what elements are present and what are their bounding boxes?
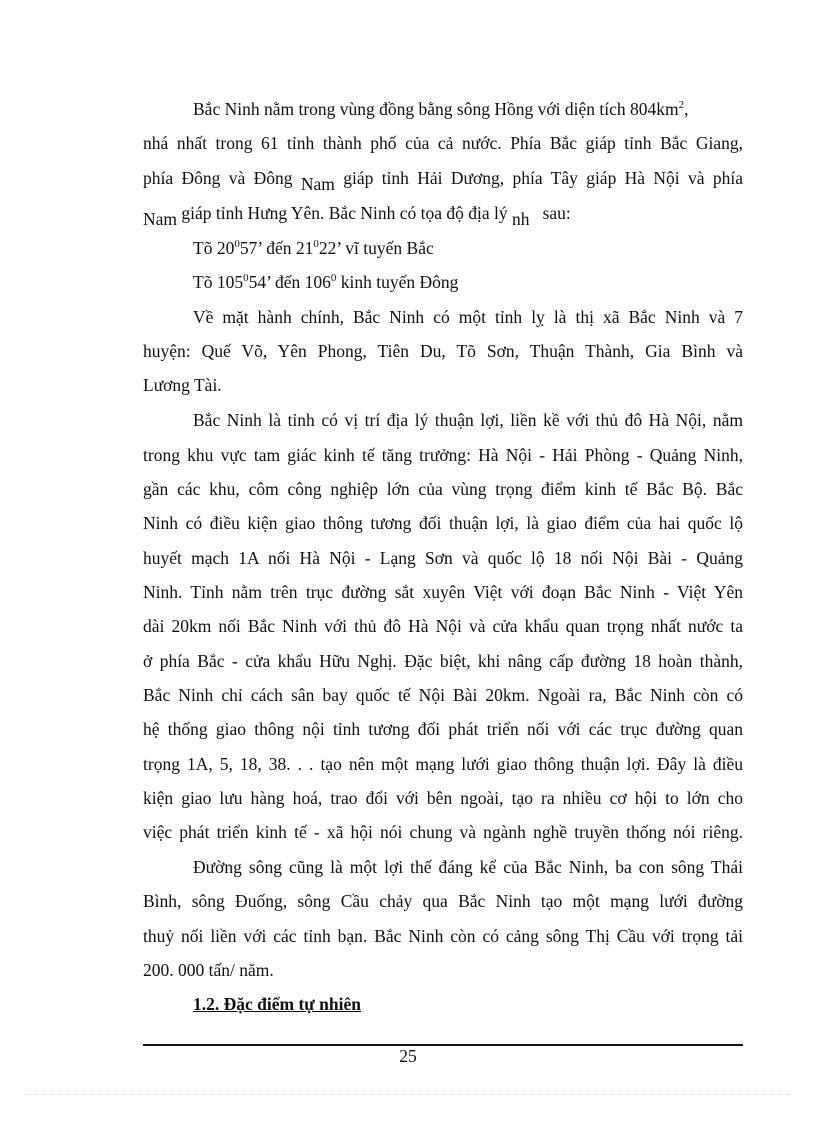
para3-line5: huyết mạch 1A nối Hà Nội - Lạng Sơn và quốc lộ 18 nối Nội Bài - Quảng	[143, 548, 743, 568]
para3-line4: Ninh có điều kiện giao thông tương đối thuận lợi, là giao điểm của hai quốc lộ	[143, 513, 743, 533]
para3-line7: dài 20km nối Bắc Ninh với thủ đô Hà Nội và cửa khẩu quan trọng nhất nước ta	[143, 616, 743, 636]
para1-line3	[143, 166, 744, 194]
text-run: giáp tỉnh Hải Dương, phía Tây giáp Hà Nội và phía	[343, 168, 744, 188]
para3-line3: gần các khu, côm công nghiệp lớn của vùng trọng điểm kinh tế Bắc Bộ. Bắc	[143, 479, 743, 499]
para1-line2: nhá nhất trong 61 tỉnh thành phố của cả nước. Phía Bắc giáp tỉnh Bắc Giang,	[143, 133, 743, 153]
para3-line1: Bắc Ninh là tỉnh có vị trí địa lý thuận lợi, liền kề với thủ đô Hà Nội, nằm	[193, 410, 743, 430]
section-heading: 1.2. Đặc điểm tự nhiên	[193, 994, 362, 1014]
text-run: 22’ vĩ tuyến Bắc	[318, 238, 434, 258]
para2-line1: Về mặt hành chính, Bắc Ninh có một tỉnh lỵ là thị xã Bắc Ninh và 7	[193, 307, 743, 327]
para3-line13: việc phát triển kinh tế - xã hội nói chung và ngành nghề truyền thống nói riêng.	[143, 822, 743, 842]
para3-line2: trong khu vực tam giác kinh tế tăng trưởng: Hà Nội - Hải Phòng - Quảng Ninh,	[143, 445, 743, 465]
degree-sup: 0	[313, 238, 319, 250]
page-number: 25	[399, 1046, 417, 1066]
lowered-word: Nam	[300, 174, 335, 194]
longitude-line	[193, 270, 458, 294]
degree-sup: 0	[243, 272, 249, 284]
text-run: 54’ đến 106	[248, 272, 331, 292]
superscript: 2	[678, 99, 685, 111]
text-run: 57’ đến 21	[239, 238, 314, 258]
degree-sup: 0	[234, 238, 240, 250]
para3-line10: hệ thống giao thông nội tỉnh tương đối phát triển nối với các trục đường quan	[143, 719, 743, 739]
lowered-word: nh	[511, 209, 530, 229]
para1-line4	[143, 201, 571, 229]
para4-line2: Bình, sông Đuống, sông Cầu chảy qua Bắc Ninh tạo một mạng lưới đường	[143, 891, 743, 911]
para1-line1	[193, 97, 688, 121]
text-run: Bắc Ninh nằm trong vùng đồng bằng sông Hồng với diện tích 804km	[193, 99, 679, 119]
text-run: giáp tỉnh Hưng Yên. Bắc Ninh có tọa độ địa lý	[181, 203, 508, 223]
degree-sup: 0	[330, 272, 337, 284]
para3-line11: trọng 1A, 5, 18, 38. . . tạo nên một mạng lưới giao thông thuận lợi. Đây là điều	[143, 754, 743, 774]
para2-line2: huyện: Quế Võ, Yên Phong, Tiên Du, Tõ Sơn, Thuận Thành, Gia Bình và	[143, 341, 743, 361]
text-run: Tõ 105	[193, 272, 244, 292]
para2-line3: Lương Tài.	[143, 375, 222, 395]
latitude-line	[193, 236, 434, 260]
text-run: ,	[684, 99, 689, 119]
para3-line9: Bắc Ninh chỉ cách sân bay quốc tế Nội Bài 20km. Ngoài ra, Bắc Ninh còn có	[143, 685, 743, 705]
para4-line1: Đường sông cũng là một lợi thế đáng kể của Bắc Ninh, ba con sông Thái	[193, 857, 743, 877]
lowered-word: Nam	[143, 209, 178, 229]
para4-line4: 200. 000 tấn/ năm.	[143, 960, 274, 980]
text-run: kinh tuyến Đông	[336, 272, 459, 292]
para3-line6: Ninh. Tỉnh nằm trên trục đường sắt xuyên Việt với đoạn Bắc Ninh - Việt Yên	[143, 582, 743, 602]
page-bottom-dotted-border	[26, 1094, 790, 1095]
text-run: phía Đông và Đông	[143, 168, 293, 188]
para4-line3: thuỷ nối liền với các tỉnh bạn. Bắc Ninh còn có cảng sông Thị Cầu với trọng tải	[143, 926, 743, 946]
text-run: Tõ 20	[193, 238, 235, 258]
para3-line12: kiện giao lưu hàng hoá, trao đổi với bên ngoài, tạo ra nhiều cơ hội to lớn cho	[143, 788, 743, 808]
text-run: sau:	[542, 203, 571, 223]
para3-line8: ở phía Bắc - cửa khẩu Hữu Nghị. Đặc biệt, khi nâng cấp đường 18 hoàn thành,	[143, 651, 743, 671]
